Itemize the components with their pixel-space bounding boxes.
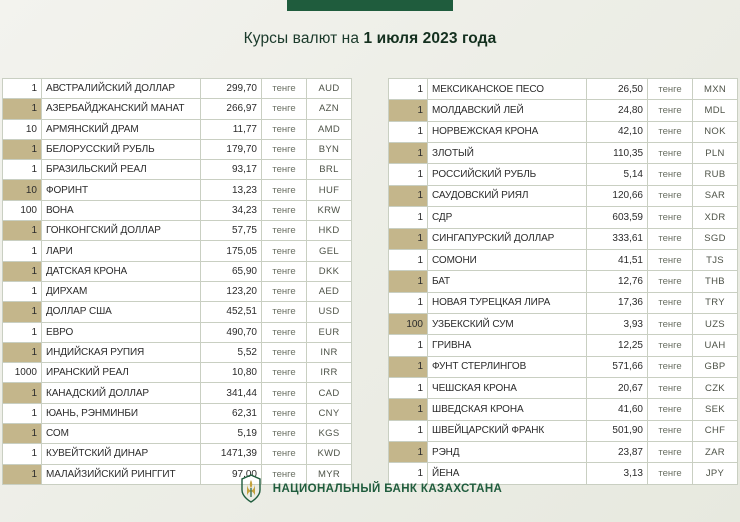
currency-code: CZK [693,378,738,399]
currency-code: THB [693,271,738,292]
currency-name: АЗЕРБАЙДЖАНСКИЙ МАНАТ [42,99,201,119]
currency-rate: 179,70 [201,139,262,159]
currency-name: ЛАРИ [42,241,201,261]
currency-rate: 1471,39 [201,444,262,464]
currency-quantity: 1 [389,271,428,292]
currency-unit: тенге [262,444,307,464]
currency-quantity: 1 [389,164,428,185]
table-row [389,100,738,121]
currency-name: ФУНТ СТЕРЛИНГОВ [428,356,587,377]
currency-quantity: 1 [3,342,42,362]
currency-rate: 110,35 [587,143,648,164]
currency-name: МЕКСИКАНСКОЕ ПЕСО [428,79,587,100]
currency-name: ЧЕШСКАЯ КРОНА [428,378,587,399]
table-row [3,302,352,322]
table-row [389,207,738,228]
currency-quantity: 1 [3,99,42,119]
currency-rate: 12,25 [587,335,648,356]
currency-quantity: 1 [3,139,42,159]
currency-rate: 26,50 [587,79,648,100]
currency-name: ШВЕЙЦАРСКИЙ ФРАНК [428,420,587,441]
table-row [3,79,352,99]
currency-unit: тенге [262,180,307,200]
currency-rate: 5,14 [587,164,648,185]
currency-rate: 65,90 [201,261,262,281]
currency-rate: 5,52 [201,342,262,362]
currency-code: SEK [693,399,738,420]
nbk-emblem-icon [238,474,264,504]
currency-rate: 34,23 [201,200,262,220]
currency-rate: 12,76 [587,271,648,292]
currency-quantity: 100 [389,313,428,334]
currency-name: ИРАНСКИЙ РЕАЛ [42,363,201,383]
currency-code: RUB [693,164,738,185]
currency-code: AED [307,281,352,301]
currency-unit: тенге [262,200,307,220]
rates-columns [0,78,740,485]
currency-rate: 97,00 [201,464,262,484]
currency-name: АРМЯНСКИЙ ДРАМ [42,119,201,139]
table-row [389,313,738,334]
currency-name: НОВАЯ ТУРЕЦКАЯ ЛИРА [428,292,587,313]
currency-rate: 23,87 [587,442,648,463]
currency-name: КАНАДСКИЙ ДОЛЛАР [42,383,201,403]
currency-rate: 24,80 [587,100,648,121]
currency-quantity: 1 [3,261,42,281]
currency-unit: тенге [262,221,307,241]
currency-unit: тенге [648,420,693,441]
currency-rate: 93,17 [201,160,262,180]
currency-code: EUR [307,322,352,342]
currency-unit: тенге [648,249,693,270]
currency-quantity: 100 [3,200,42,220]
currency-code: GEL [307,241,352,261]
table-row [3,322,352,342]
currency-name: ИНДИЙСКАЯ РУПИЯ [42,342,201,362]
currency-rate: 120,66 [587,185,648,206]
rates-table-left-body [3,79,352,485]
currency-name: НОРВЕЖСКАЯ КРОНА [428,121,587,142]
currency-code: CNY [307,403,352,423]
rates-table-left [2,78,352,485]
currency-name: АВСТРАЛИЙСКИЙ ДОЛЛАР [42,79,201,99]
currency-quantity: 1 [389,292,428,313]
currency-unit: тенге [262,302,307,322]
currency-quantity: 1 [3,281,42,301]
table-row [389,442,738,463]
currency-unit: тенге [262,160,307,180]
table-row [3,281,352,301]
currency-rate: 341,44 [201,383,262,403]
currency-name: БАТ [428,271,587,292]
table-row [3,403,352,423]
table-row [389,356,738,377]
currency-code: ZAR [693,442,738,463]
table-row [3,444,352,464]
currency-unit: тенге [648,143,693,164]
currency-quantity: 1 [389,249,428,270]
currency-unit: тенге [648,335,693,356]
table-row [3,241,352,261]
currency-unit: тенге [648,378,693,399]
table-row [3,160,352,180]
table-row [389,121,738,142]
table-row [3,383,352,403]
currency-code: MXN [693,79,738,100]
currency-quantity: 1 [3,322,42,342]
currency-name: ДОЛЛАР США [42,302,201,322]
currency-quantity: 1 [3,403,42,423]
currency-quantity: 1 [3,383,42,403]
currency-rate: 57,75 [201,221,262,241]
page-title-date: 1 июля 2023 года [363,30,497,47]
currency-unit: тенге [262,241,307,261]
currency-unit: тенге [262,403,307,423]
currency-name: ФОРИНТ [42,180,201,200]
currency-name: БЕЛОРУССКИЙ РУБЛЬ [42,139,201,159]
currency-unit: тенге [648,185,693,206]
currency-unit: тенге [262,139,307,159]
page-title [0,30,740,48]
currency-name: СИНГАПУРСКИЙ ДОЛЛАР [428,228,587,249]
currency-rate: 3,93 [587,313,648,334]
currency-name: ЮАНЬ, РЭНМИНБИ [42,403,201,423]
currency-code: TRY [693,292,738,313]
currency-code: SAR [693,185,738,206]
currency-unit: тенге [262,79,307,99]
currency-unit: тенге [262,342,307,362]
currency-code: GBP [693,356,738,377]
currency-name: СДР [428,207,587,228]
currency-quantity: 1 [3,464,42,484]
currency-unit: тенге [262,261,307,281]
currency-name: СОМОНИ [428,249,587,270]
currency-code: KGS [307,424,352,444]
currency-code: XDR [693,207,738,228]
currency-rate: 17,36 [587,292,648,313]
currency-code: KRW [307,200,352,220]
currency-code: BYN [307,139,352,159]
rates-table-right-body [389,79,738,485]
currency-quantity: 1 [389,79,428,100]
currency-rate: 42,10 [587,121,648,142]
currency-unit: тенге [262,119,307,139]
currency-rate: 41,51 [587,249,648,270]
currency-name: ГОНКОНГСКИЙ ДОЛЛАР [42,221,201,241]
table-row [389,335,738,356]
currency-code: CHF [693,420,738,441]
table-row [3,139,352,159]
currency-quantity: 1 [389,143,428,164]
currency-quantity: 1 [3,424,42,444]
currency-quantity: 1 [389,420,428,441]
currency-name: ЗЛОТЫЙ [428,143,587,164]
currency-quantity: 1 [3,221,42,241]
currency-unit: тенге [262,383,307,403]
currency-unit: тенге [648,399,693,420]
currency-code: SGD [693,228,738,249]
currency-quantity: 1 [389,207,428,228]
currency-quantity: 1 [389,356,428,377]
currency-unit: тенге [648,292,693,313]
table-row [389,79,738,100]
currency-rate: 603,59 [587,207,648,228]
footer-text: НАЦИОНАЛЬНЫЙ БАНК КАЗАХСТАНА [272,483,503,495]
currency-rate: 571,66 [587,356,648,377]
currency-code: TJS [693,249,738,270]
table-row [3,424,352,444]
currency-quantity: 1 [3,444,42,464]
currency-code: KWD [307,444,352,464]
currency-code: CAD [307,383,352,403]
currency-code: NOK [693,121,738,142]
currency-code: HKD [307,221,352,241]
currency-name: ЕВРО [42,322,201,342]
currency-rate: 490,70 [201,322,262,342]
currency-name: КУВЕЙТСКИЙ ДИНАР [42,444,201,464]
currency-code: USD [307,302,352,322]
currency-name: ВОНА [42,200,201,220]
currency-quantity: 1000 [3,363,42,383]
currency-quantity: 1 [3,241,42,261]
currency-unit: тенге [262,464,307,484]
table-row [3,342,352,362]
table-row [389,249,738,270]
currency-unit: тенге [648,442,693,463]
rates-table-right [388,78,738,485]
table-row [3,363,352,383]
currency-name: ДАТСКАЯ КРОНА [42,261,201,281]
currency-quantity: 1 [3,79,42,99]
currency-rate: 5,19 [201,424,262,444]
table-row [389,164,738,185]
currency-rate: 20,67 [587,378,648,399]
table-row [389,420,738,441]
currency-rate: 11,77 [201,119,262,139]
currency-rate: 175,05 [201,241,262,261]
currency-quantity: 1 [389,463,428,484]
currency-unit: тенге [262,424,307,444]
currency-code: AZN [307,99,352,119]
currency-unit: тенге [648,164,693,185]
currency-unit: тенге [262,281,307,301]
currency-rate: 62,31 [201,403,262,423]
currency-rate: 13,23 [201,180,262,200]
currency-name: МОЛДАВСКИЙ ЛЕЙ [428,100,587,121]
currency-unit: тенге [648,228,693,249]
currency-name: РОССИЙСКИЙ РУБЛЬ [428,164,587,185]
currency-code: AMD [307,119,352,139]
currency-name: МАЛАЙЗИЙСКИЙ РИНГГИТ [42,464,201,484]
top-accent-bar [287,0,453,11]
table-row [389,271,738,292]
currency-quantity: 1 [389,399,428,420]
currency-unit: тенге [648,100,693,121]
currency-quantity: 1 [389,121,428,142]
table-row [3,261,352,281]
currency-quantity: 1 [389,228,428,249]
currency-unit: тенге [262,322,307,342]
currency-rate: 123,20 [201,281,262,301]
currency-name: ДИРХАМ [42,281,201,301]
currency-rate: 41,60 [587,399,648,420]
currency-name: БРАЗИЛЬСКИЙ РЕАЛ [42,160,201,180]
currency-unit: тенге [648,463,693,484]
currency-unit: тенге [648,313,693,334]
currency-quantity: 1 [389,442,428,463]
table-row [389,378,738,399]
table-row [3,221,352,241]
currency-code: MDL [693,100,738,121]
currency-rate: 299,70 [201,79,262,99]
table-row [3,200,352,220]
currency-rate: 501,90 [587,420,648,441]
currency-name: ЙЕНА [428,463,587,484]
page-title-prefix: Курсы валют на [243,30,364,47]
currency-unit: тенге [648,271,693,292]
currency-code: JPY [693,463,738,484]
table-row [389,399,738,420]
currency-code: UZS [693,313,738,334]
currency-unit: тенге [648,121,693,142]
currency-code: MYR [307,464,352,484]
table-row [389,228,738,249]
footer [0,474,740,504]
currency-code: INR [307,342,352,362]
currency-rate: 3,13 [587,463,648,484]
currency-unit: тенге [262,363,307,383]
table-row [389,143,738,164]
currency-code: BRL [307,160,352,180]
currency-unit: тенге [648,207,693,228]
currency-code: UAH [693,335,738,356]
currency-code: HUF [307,180,352,200]
currency-quantity: 10 [3,180,42,200]
currency-rate: 10,80 [201,363,262,383]
currency-name: ГРИВНА [428,335,587,356]
currency-unit: тенге [648,356,693,377]
currency-quantity: 1 [389,185,428,206]
currency-rate: 452,51 [201,302,262,322]
currency-code: AUD [307,79,352,99]
currency-code: PLN [693,143,738,164]
currency-rate: 333,61 [587,228,648,249]
currency-unit: тенге [262,99,307,119]
currency-quantity: 1 [3,160,42,180]
currency-rate: 266,97 [201,99,262,119]
currency-unit: тенге [648,79,693,100]
currency-quantity: 10 [3,119,42,139]
currency-name: РЭНД [428,442,587,463]
table-row [3,99,352,119]
currency-quantity: 1 [389,100,428,121]
currency-name: УЗБЕКСКИЙ СУМ [428,313,587,334]
currency-code: IRR [307,363,352,383]
currency-code: DKK [307,261,352,281]
currency-name: ШВЕДСКАЯ КРОНА [428,399,587,420]
table-row [389,185,738,206]
currency-name: СОМ [42,424,201,444]
currency-quantity: 1 [389,335,428,356]
table-row [3,119,352,139]
table-row [389,292,738,313]
currency-name: САУДОВСКИЙ РИЯЛ [428,185,587,206]
table-row [3,180,352,200]
currency-quantity: 1 [3,302,42,322]
currency-quantity: 1 [389,378,428,399]
